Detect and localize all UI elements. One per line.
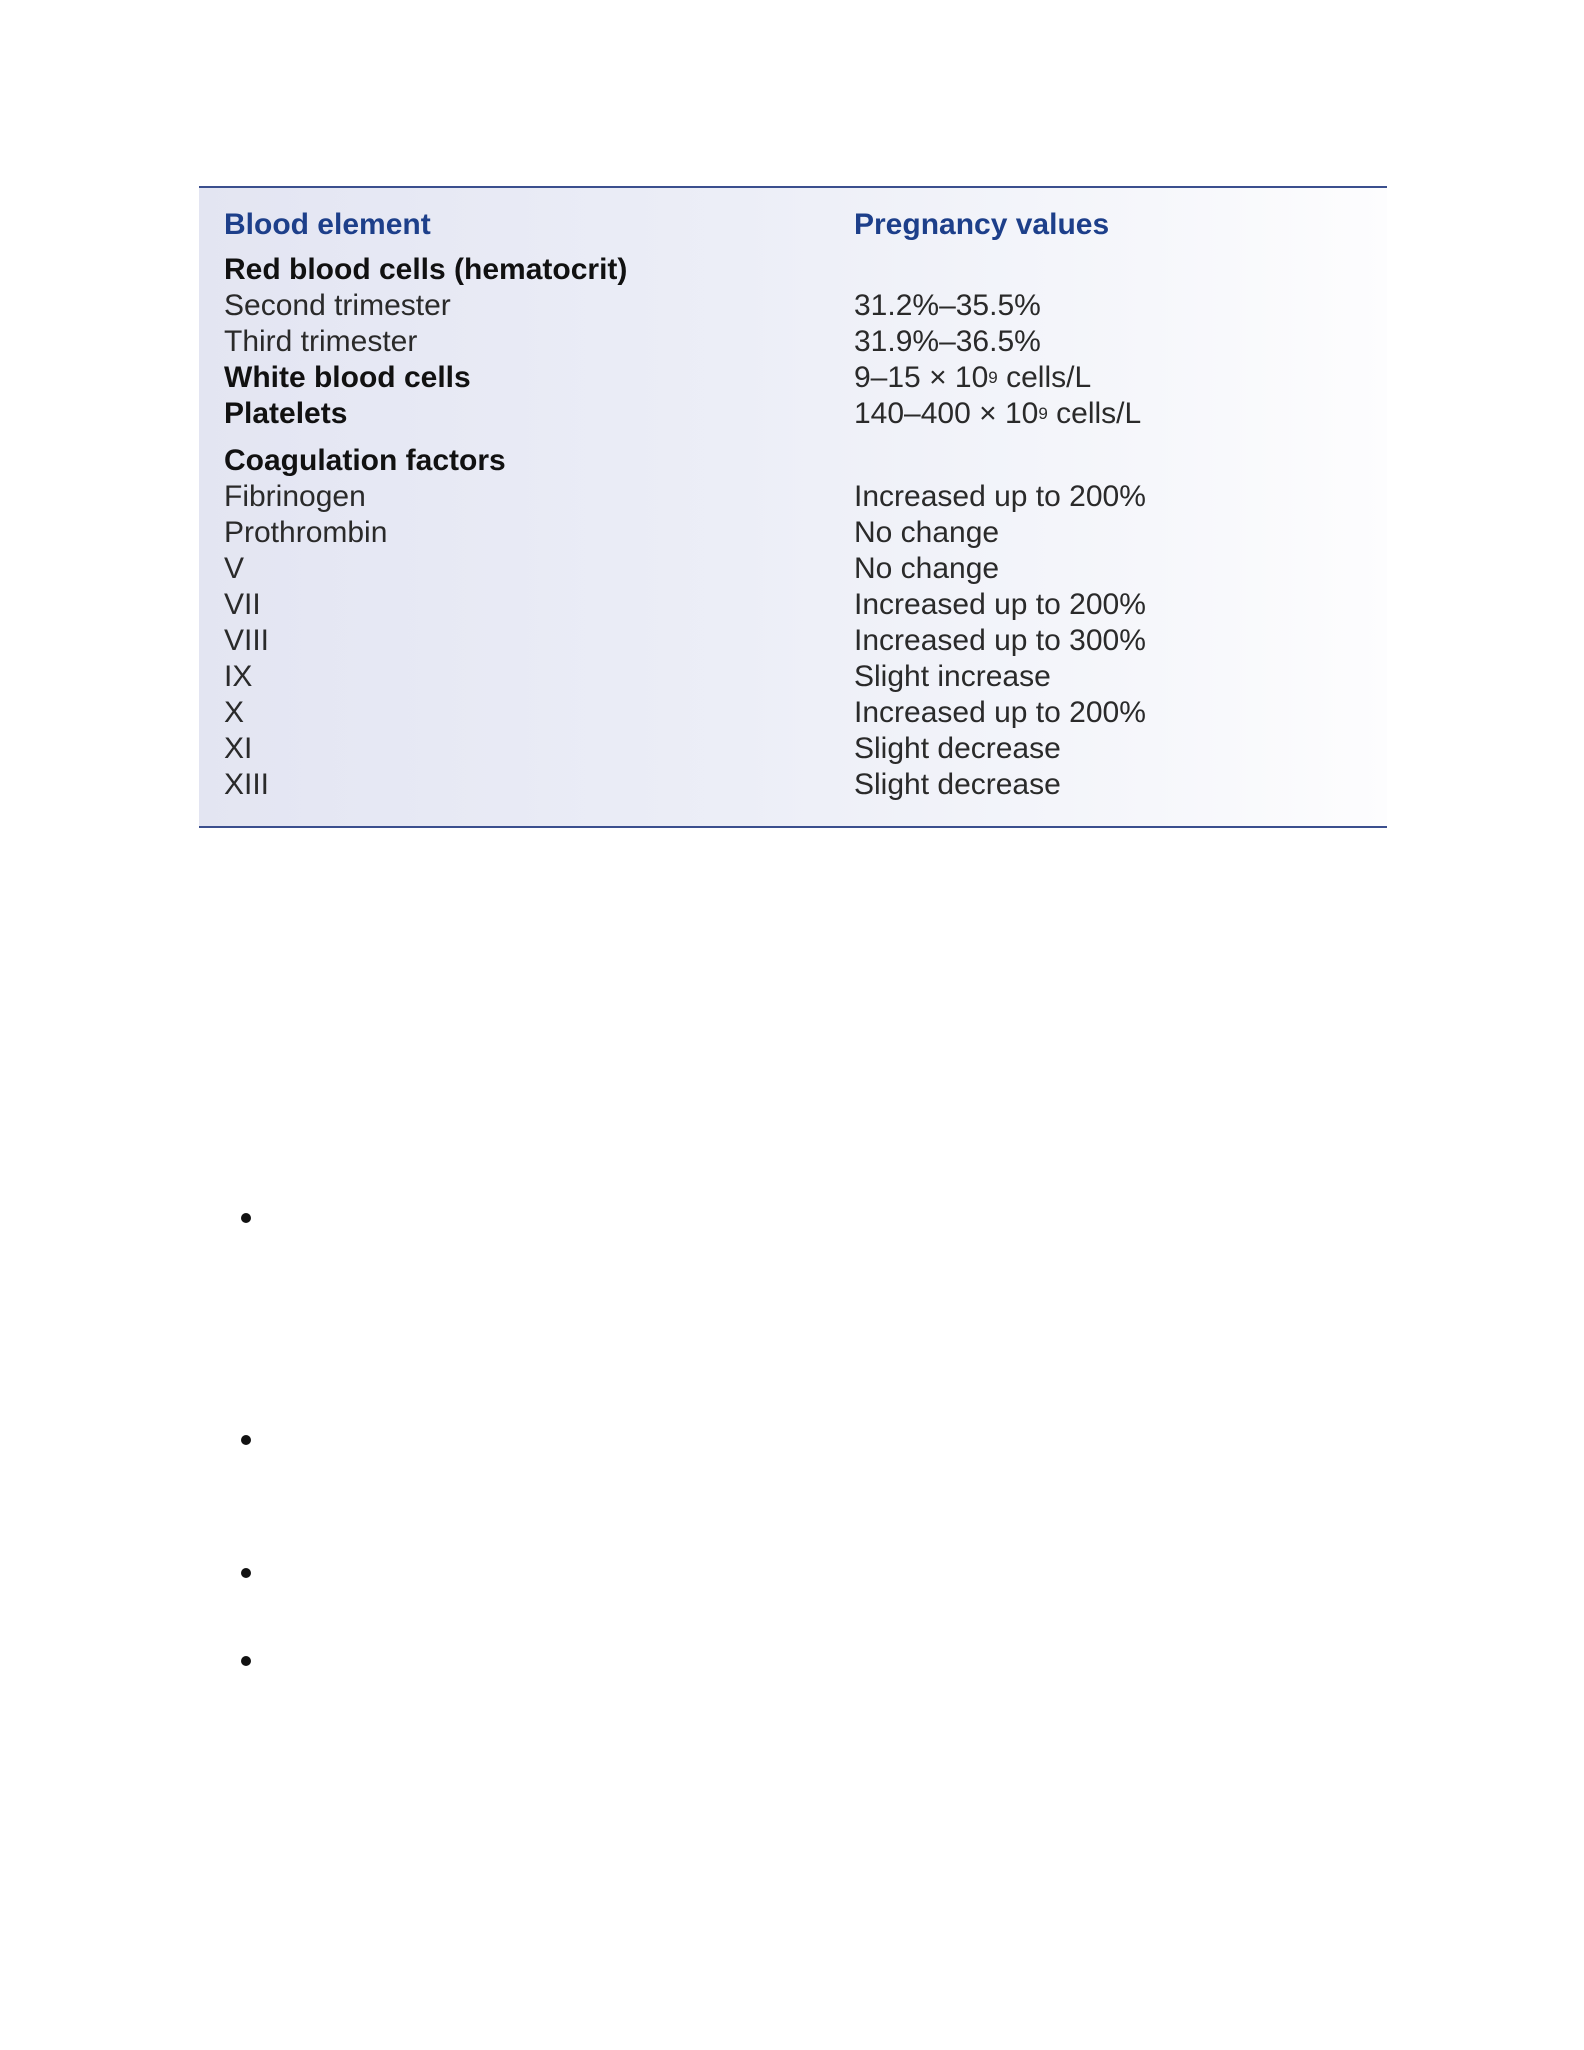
table-row xyxy=(224,767,1387,803)
row-element: VII xyxy=(224,588,261,621)
row-value: Slight increase xyxy=(854,660,1051,693)
bullet-point xyxy=(241,1568,251,1578)
row-value: Slight decrease xyxy=(854,732,1061,765)
table-row xyxy=(224,515,1387,551)
row-value: 31.2%–35.5% xyxy=(854,289,1041,322)
table-row xyxy=(224,396,1387,432)
blood-values-table xyxy=(199,186,1387,828)
row-element: White blood cells xyxy=(224,361,471,394)
value-exponent: 9 xyxy=(1038,404,1048,423)
bullet-point xyxy=(241,1656,251,1666)
row-value: Increased up to 200% xyxy=(854,480,1146,513)
row-element: Platelets xyxy=(224,397,348,430)
table-row xyxy=(224,479,1387,515)
table-row xyxy=(224,360,1387,396)
row-element: Fibrinogen xyxy=(224,480,366,513)
bullet-point xyxy=(241,1213,251,1223)
row-value: No change xyxy=(854,552,1000,585)
table-header-row xyxy=(224,207,1387,243)
header-pregnancy-values: Pregnancy values xyxy=(854,208,1110,241)
row-value xyxy=(854,360,1091,396)
value-prefix: 140–400 × 10 xyxy=(854,397,1039,430)
row-element: IX xyxy=(224,660,253,693)
table-row xyxy=(224,623,1387,659)
row-element: X xyxy=(224,696,245,729)
table-row xyxy=(224,252,1387,288)
table-row xyxy=(224,551,1387,587)
table-row xyxy=(224,659,1387,695)
table-row xyxy=(224,695,1387,731)
value-suffix: cells/L xyxy=(1047,397,1142,430)
row-value: Slight decrease xyxy=(854,768,1061,801)
row-element: Red blood cells (hematocrit) xyxy=(224,253,628,286)
table-row xyxy=(224,731,1387,767)
table-row xyxy=(224,324,1387,360)
row-value: Increased up to 200% xyxy=(854,696,1146,729)
value-suffix: cells/L xyxy=(997,361,1092,394)
table-row xyxy=(224,587,1387,623)
row-value: Increased up to 200% xyxy=(854,588,1146,621)
row-element: Second trimester xyxy=(224,289,451,322)
row-element: Third trimester xyxy=(224,325,418,358)
value-prefix: 9–15 × 10 xyxy=(854,361,989,394)
row-value: Increased up to 300% xyxy=(854,624,1146,657)
table-row xyxy=(224,443,1387,479)
header-blood-element: Blood element xyxy=(224,208,431,241)
row-element: V xyxy=(224,552,245,585)
table-row xyxy=(224,288,1387,324)
row-element: VIII xyxy=(224,624,270,657)
bullet-point xyxy=(241,1435,251,1445)
row-element: Coagulation factors xyxy=(224,444,506,477)
value-exponent: 9 xyxy=(988,368,998,387)
row-value: 31.9%–36.5% xyxy=(854,325,1041,358)
row-element: XI xyxy=(224,732,253,765)
row-element: XIII xyxy=(224,768,270,801)
row-value: No change xyxy=(854,516,1000,549)
row-value xyxy=(854,396,1141,432)
row-element: Prothrombin xyxy=(224,516,388,549)
